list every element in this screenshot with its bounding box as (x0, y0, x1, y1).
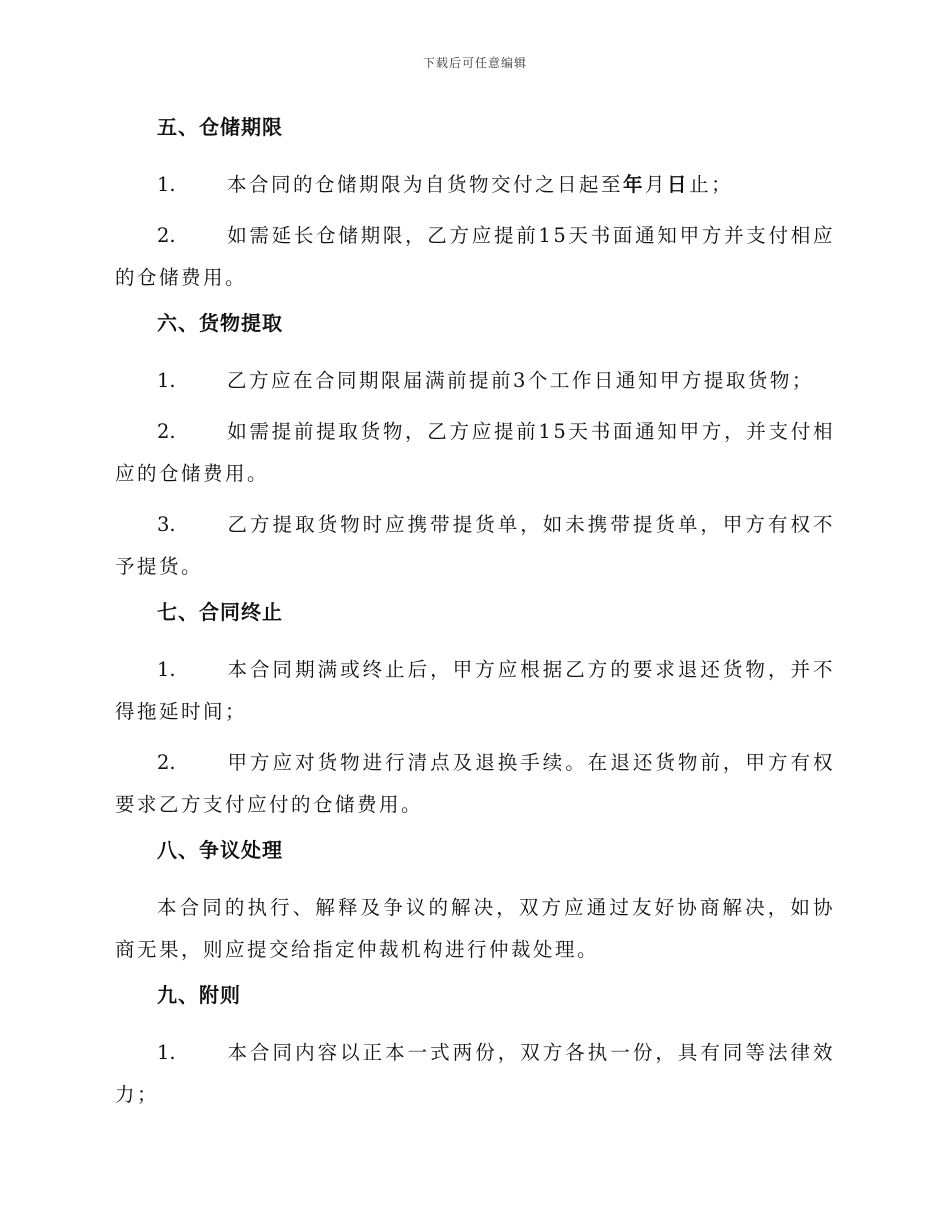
clause-7-1 (115, 649, 835, 733)
clause-day-mark: 日 (667, 173, 690, 196)
clause-text-c: 止； (689, 173, 734, 196)
clause-7-2 (115, 742, 835, 826)
clause-number: 1. (157, 173, 176, 196)
clause-number: 2. (157, 224, 176, 247)
clause-number: 1. (157, 1041, 176, 1064)
clause-5-1 (115, 164, 835, 206)
clause-text: 乙方应在合同期限届满前提前3个工作日通知甲方提取货物； (227, 369, 814, 392)
section-title-goods-pickup: 六、货物提取 (157, 311, 283, 335)
clause-text: 如需延长仓储期限，乙方应提前15天书面通知甲方并支付相应的仓储费用。 (115, 224, 835, 289)
clause-text: 本合同内容以正本一式两份，双方各执一份，具有同等法律效力； (115, 1041, 835, 1106)
clause-year-mark: 年 (623, 173, 646, 196)
clause-6-2 (115, 411, 835, 495)
clause-text: 本合同期满或终止后，甲方应根据乙方的要求退还货物，并不得拖延时间； (115, 658, 835, 723)
clause-text-a: 本合同的仓储期限为自货物交付之日起至 (227, 173, 624, 196)
section-title-storage-period: 五、仓储期限 (157, 115, 283, 139)
clause-number: 2. (157, 420, 176, 443)
clause-text: 如需提前提取货物，乙方应提前15天书面通知甲方，并支付相应的仓储费用。 (115, 420, 835, 485)
clause-number: 1. (157, 369, 176, 392)
clause-text: 乙方提取货物时应携带提货单，如未携带提货单，甲方有权不予提货。 (115, 513, 835, 578)
clause-9-1 (115, 1032, 835, 1116)
document-body (115, 112, 835, 1125)
clause-5-2 (115, 215, 835, 299)
page-header: 下载后可任意编辑 (422, 56, 527, 70)
section-title-contract-termination: 七、合同终止 (157, 600, 283, 624)
section-title-supplementary: 九、附则 (157, 983, 241, 1007)
section-title-dispute-resolution: 八、争议处理 (157, 838, 283, 862)
clause-text: 甲方应对货物进行清点及退换手续。在退还货物前，甲方有权要求乙方支付应付的仓储费用。 (115, 751, 835, 816)
clause-6-3 (115, 504, 835, 588)
clause-number: 1. (157, 658, 176, 681)
clause-number: 2. (157, 751, 176, 774)
clause-number: 3. (157, 513, 176, 536)
clause-text-b: 月 (645, 173, 668, 196)
dispute-paragraph: 本合同的执行、解释及争议的解决，双方应通过友好协商解决，如协商无果，则应提交给指定仲裁机构进行仲裁处理。 (115, 896, 835, 961)
clause-6-1 (115, 360, 835, 402)
